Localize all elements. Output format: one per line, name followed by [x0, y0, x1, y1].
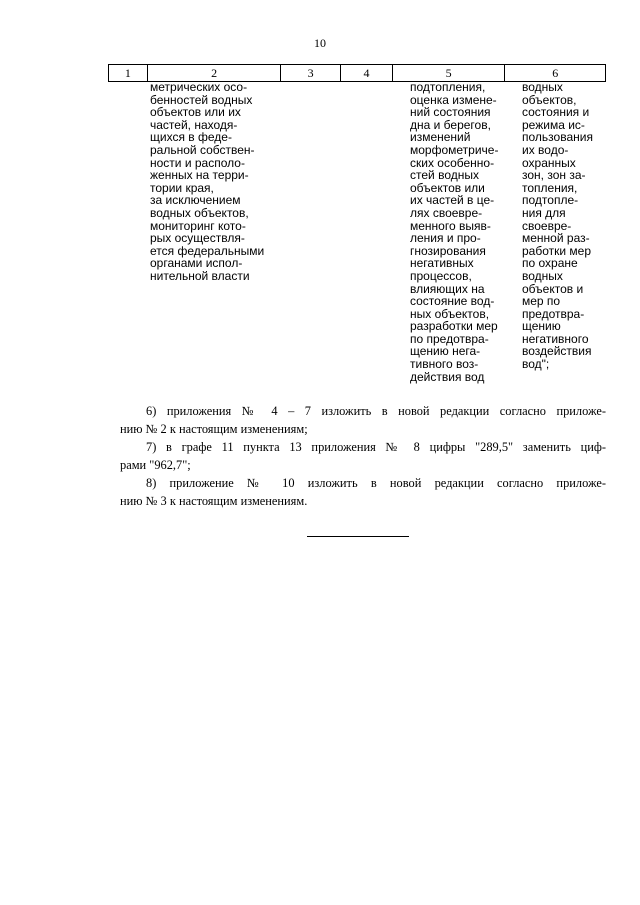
- table-cell-line: топления,: [522, 180, 578, 195]
- paragraph-line: 8) приложение № 10 изложить в новой редакции согласно приложе-: [146, 476, 606, 490]
- table-header-col-4: 4: [341, 65, 393, 81]
- table-cell-line: мониторинг кото-: [150, 218, 246, 233]
- table-cell-line: метрических осо-: [150, 80, 248, 94]
- table-cell-line: охранных: [522, 155, 576, 170]
- table-cell-line: щихся в феде-: [150, 130, 232, 145]
- table-cell-line: лях своевре-: [410, 205, 483, 220]
- page-number: 10: [314, 36, 326, 50]
- table-cell-line: менной раз-: [522, 231, 590, 246]
- table-header-col-6: 6: [552, 66, 559, 80]
- table-cell-col-5: [410, 81, 498, 383]
- table-cell-line: состояние вод-: [410, 294, 495, 309]
- table-cell-line: подтопле-: [522, 193, 579, 208]
- paragraph-line: нию № 2 к настоящим изменениям;: [120, 422, 308, 436]
- paragraph-item-7: [120, 438, 606, 474]
- table-cell-line: состояния и: [522, 105, 590, 120]
- table-cell-line: негативных: [410, 256, 474, 271]
- table-cell-line: гнозирования: [410, 243, 486, 258]
- table-cell-line: стей водных: [410, 168, 479, 183]
- table-header-col-3: 3: [281, 65, 341, 81]
- table-cell-line: оценка измене-: [410, 92, 497, 107]
- paragraph-line: 6) приложения № 4 – 7 изложить в новой редакции согласно приложе-: [146, 404, 606, 418]
- table-cell-line: ральной собствен-: [150, 142, 255, 157]
- table-cell-line: разработки мер: [410, 319, 498, 334]
- table-cell-line: процессов,: [410, 268, 472, 283]
- table-cell-line: изменений: [410, 130, 471, 145]
- table-cell-line: действия вод: [410, 369, 485, 384]
- table-cell-line: ских особенно-: [410, 155, 495, 170]
- table-cell-line: дна и берегов,: [410, 117, 491, 132]
- table-cell-line: ния для: [522, 205, 566, 220]
- table-cell-line: ности и располо-: [150, 155, 245, 170]
- table-cell-line: частей, находя-: [150, 117, 238, 132]
- table-cell-line: объектов и: [522, 281, 584, 296]
- table-cell-line: тории края,: [150, 180, 214, 195]
- table-cell-line: пользования: [522, 130, 593, 145]
- table-cell-line: ется федеральными: [150, 243, 265, 258]
- table-cell-line: рых осуществля-: [150, 231, 245, 246]
- table-cell-line: нительной власти: [150, 268, 250, 283]
- table-cell-line: менного выяв-: [410, 218, 491, 233]
- table-cell-line: морфометриче-: [410, 142, 499, 157]
- table-cell-line: своевре-: [522, 218, 572, 233]
- table-cell-line: воздействия: [522, 344, 592, 359]
- table-cell-line: зон, зон за-: [522, 168, 586, 183]
- paragraph-line: рами "962,7";: [120, 458, 191, 472]
- table-cell-line: органами испол-: [150, 256, 243, 271]
- table-cell-line: водных объектов,: [150, 205, 249, 220]
- table-header-col-2: 2: [148, 65, 281, 81]
- table-cell-line: ных объектов,: [410, 306, 490, 321]
- table-cell-line: по охране: [522, 256, 578, 271]
- table-cell-line: вод";: [522, 357, 550, 372]
- table-header-col-5: 5: [393, 65, 506, 81]
- table-cell-col-6: [522, 81, 593, 371]
- table-cell-line: ний состояния: [410, 105, 491, 120]
- table-cell-line: щению: [522, 319, 561, 334]
- table-cell-line: объектов или: [410, 180, 485, 195]
- table-cell-line: режима ис-: [522, 117, 585, 132]
- end-divider-line: [307, 536, 409, 537]
- table-cell-line: женных на терри-: [150, 168, 249, 183]
- table-cell-line: объектов или их: [150, 105, 241, 120]
- table-cell-line: мер по: [522, 294, 561, 309]
- paragraph-line: 7) в графе 11 пункта 13 приложения № 8 цифры "289,5" заменить циф-: [146, 440, 606, 454]
- table-cell-line: предотвра-: [522, 306, 585, 321]
- table-cell-line: тивного воз-: [410, 357, 479, 372]
- table-cell-line: за исключением: [150, 193, 241, 208]
- table-header-col-1: 1: [109, 65, 148, 81]
- paragraph-line: нию № 3 к настоящим изменениям.: [120, 494, 308, 508]
- table-cell-line: по предотвра-: [410, 331, 489, 346]
- table-cell-line: ления и про-: [410, 231, 481, 246]
- table-cell-line: влияющих на: [410, 281, 485, 296]
- paragraph-item-8: [120, 474, 606, 510]
- table-cell-line: их частей в це-: [410, 193, 495, 208]
- table-cell-line: водных: [522, 268, 563, 283]
- table-cell-line: бенностей водных: [150, 92, 253, 107]
- amendment-paragraphs: [120, 402, 606, 510]
- table-cell-line: негативного: [522, 331, 589, 346]
- table-cell-line: подтопления,: [410, 80, 486, 94]
- table-cell-line: работки мер: [522, 243, 592, 258]
- table-cell-line: водных: [522, 80, 563, 94]
- paragraph-item-6: [120, 402, 606, 438]
- table-cell-line: щению нега-: [410, 344, 481, 359]
- table-cell-col-2: [150, 81, 264, 283]
- table-cell-line: объектов,: [522, 92, 577, 107]
- table-cell-line: их водо-: [522, 142, 569, 157]
